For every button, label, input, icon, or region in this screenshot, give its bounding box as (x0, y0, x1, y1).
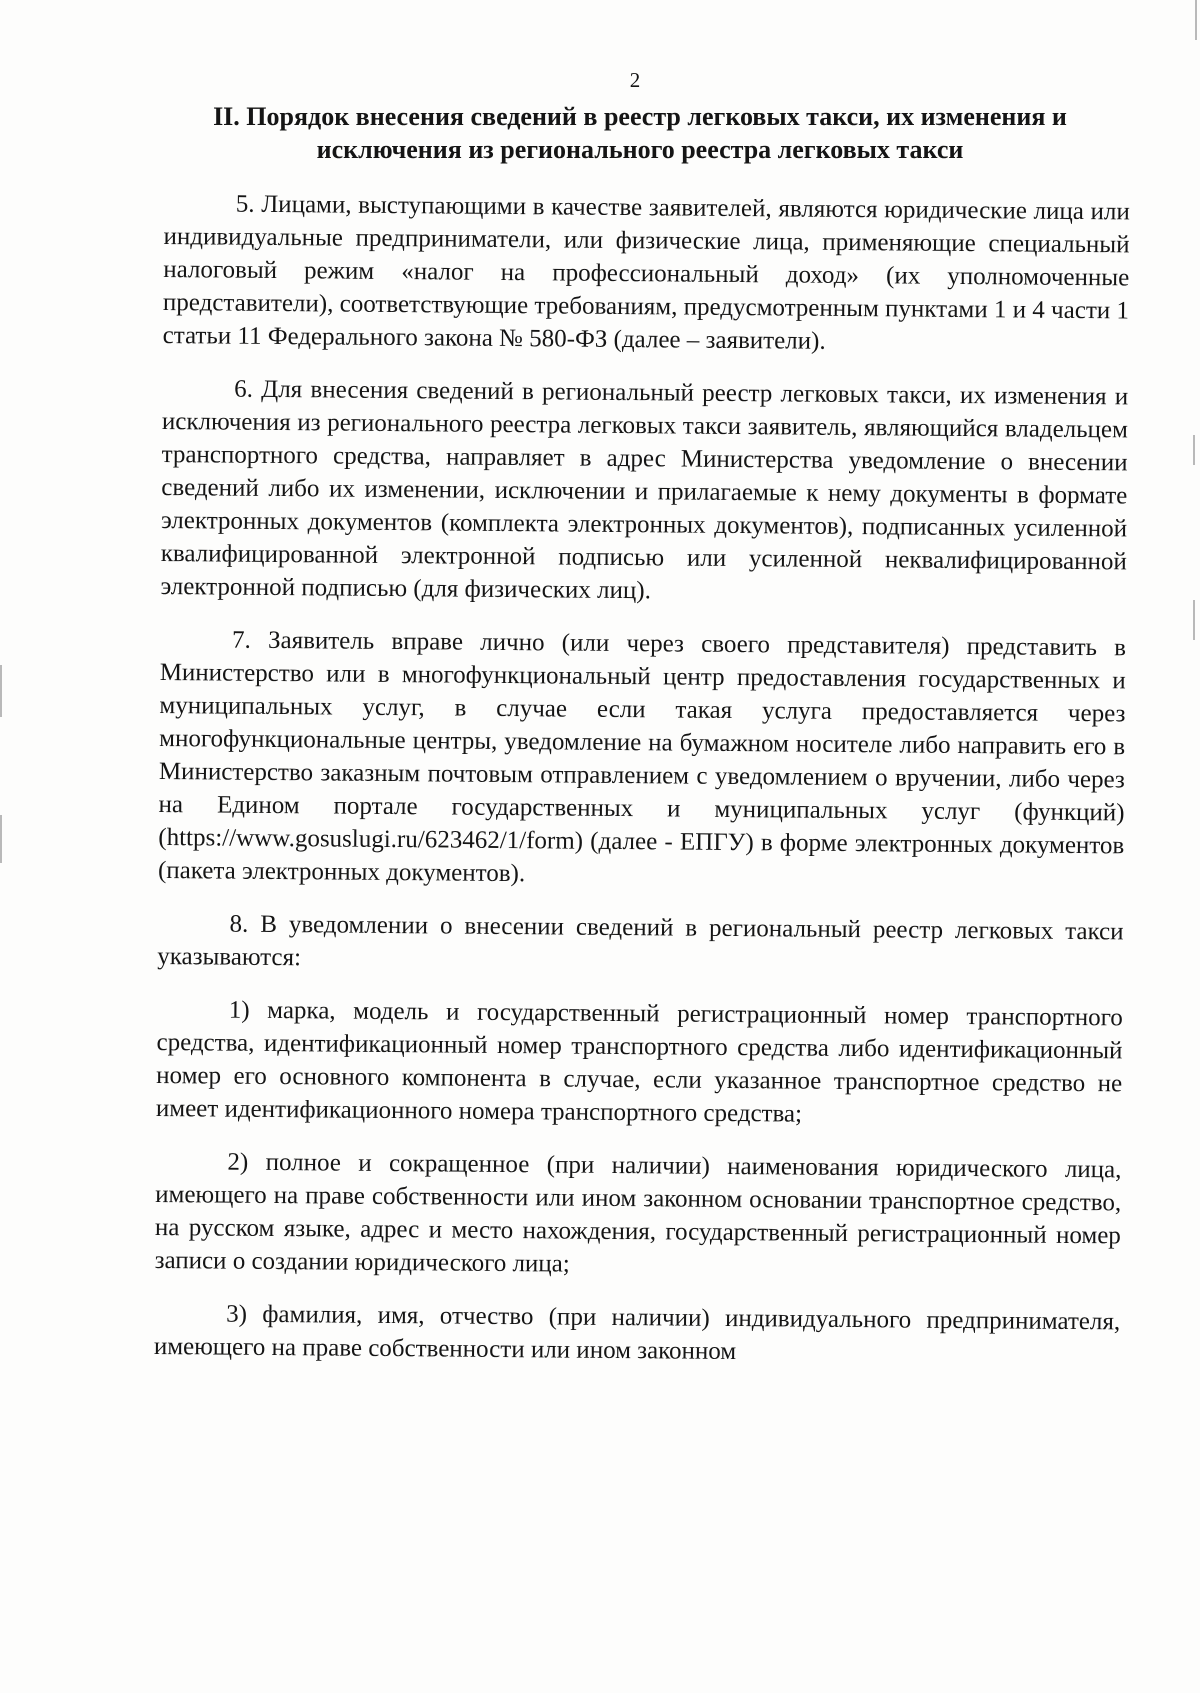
paragraph-6: 6. Для внесения сведений в региональный реестр легковых такси, их изменения и исключения из регионального реестра легковых такси заявитель, являющийся владельцем транспортного средства, направляет в адрес Министерства уведомление о внесении сведений либо их изменении, исключении и прилагаемые к нему документы в формате электронных документов (комплекта электронных документов), подписанных усиленной квалифицированной электронной подписью или усиленной неквалифицированной электронной подписью (для физических лиц). (160, 375, 1129, 605)
paragraph-7: 7. Заявитель вправе лично (или через своего представителя) представить в Министерство или в многофункциональный центр предоставления государственных и муниципальных услуг, в случае если такая услуга предоставляется через многофункциональные центры, уведомление на бумажном носителе либо направить его в Министерство заказным почтовым отправлением с уведомлением о вручении, либо через на Едином портале государственных и муниципальных услуг (функций) (https://www.gosuslugi.ru/623462/1/form) (далее - ЕПГУ) в форме электронных документов (пакета электронных документов). (157, 626, 1127, 888)
document-body (154, 187, 1130, 1391)
scan-artifact-right-3 (1195, 0, 1197, 40)
scan-artifact-right-1 (1193, 435, 1195, 465)
scan-artifact-left-1 (0, 665, 2, 717)
scan-artifact-left-2 (0, 815, 2, 863)
list-item-3: 3) фамилия, имя, отчество (при наличии) индивидуального предпринимателя, имеющего на праве собственности или ином законном (153, 1300, 1121, 1366)
paragraph-8: 8. В уведомлении о внесении сведений в региональный реестр легковых такси указываются: (157, 910, 1124, 972)
page-number: 2 (629, 68, 641, 92)
section-title: II. Порядок внесения сведений в реестр легковых такси, их изменения и исключения из регионального реестра легковых такси (213, 102, 1067, 164)
paragraph-5: 5. Лицами, выступающими в качестве заявителей, являются юридические лица или индивидуальные предприниматели, или физические лица, применяющие специальный налоговый режим «налог на профессиональный доход» (их уполномоченные представители), соответствующие требованиям, предусмотренным пунктами 1 и 4 части 1 статьи 11 Федерального закона № 580-ФЗ (далее – заявители). (162, 190, 1130, 355)
list-item-1: 1) марка, модель и государственный регистрационный номер транспортного средства, идентификационный номер транспортного средства либо идентификационный номер его основного компонента в случае, если указанное транспортное средство не имеет идентификационного номера транспортного средства; (155, 996, 1123, 1128)
scan-artifact-right-2 (1193, 600, 1195, 640)
list-item-2: 2) полное и сокращенное (при наличии) наименования юридического лица, имеющего на праве собственности или ином законном основании транспортное средство, на русском языке, адрес и место нахождения, государственный регистрационный номер записи о создании юридического лица; (154, 1148, 1122, 1278)
